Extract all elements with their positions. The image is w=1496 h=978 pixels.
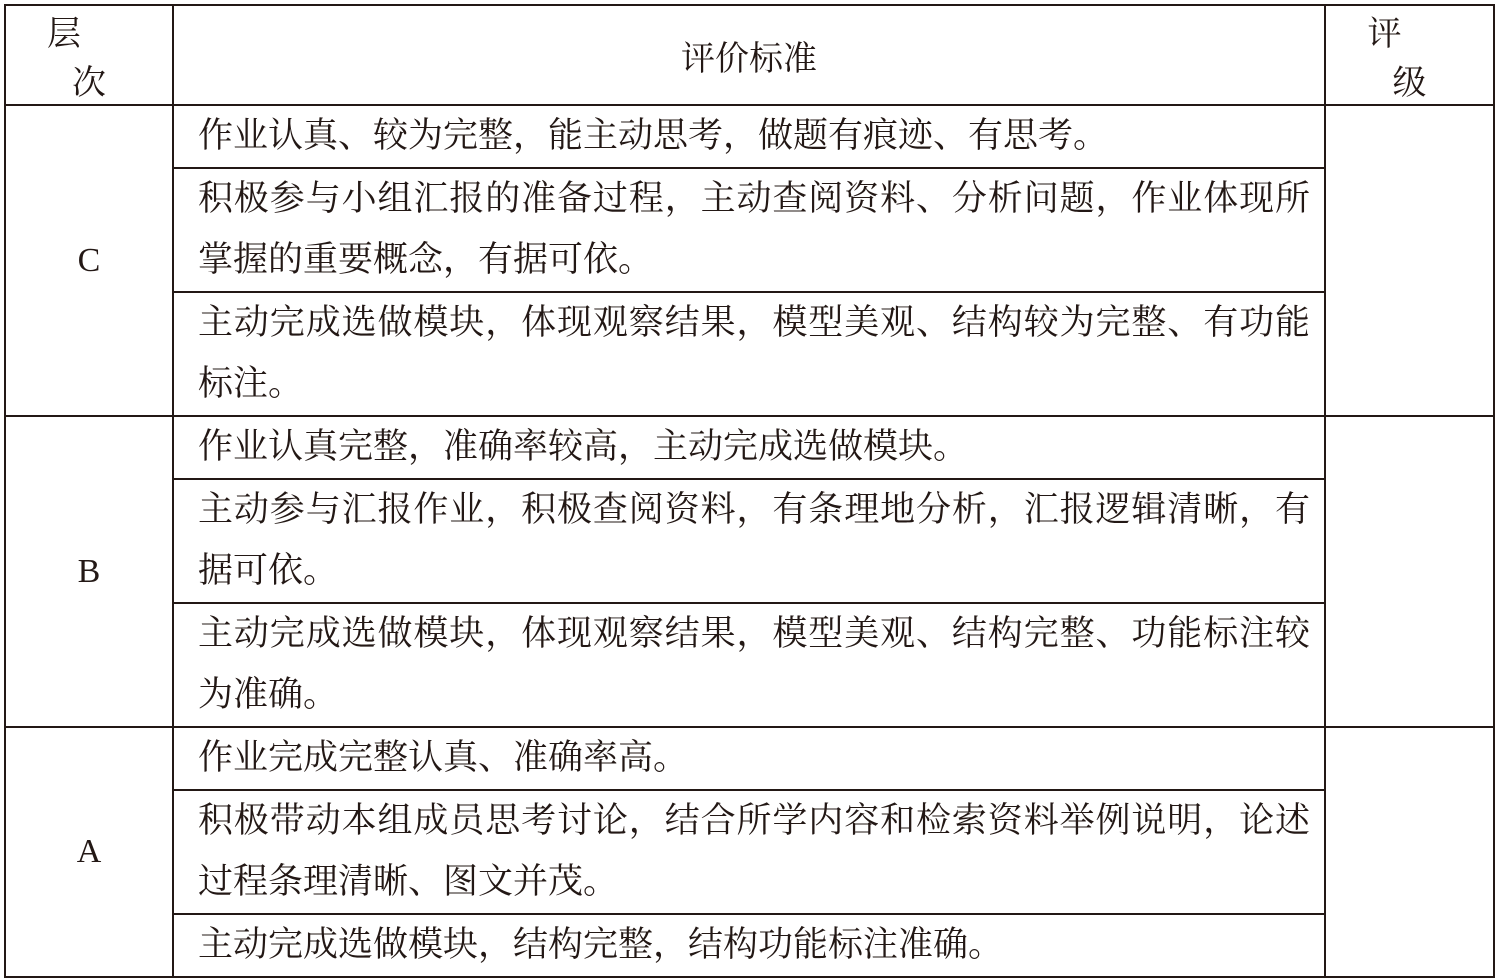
header-rating: 评级 (1325, 5, 1494, 105)
criterion-cell: 主动完成选做模块，结构完整，结构功能标注准确。 (173, 914, 1325, 977)
table-row (5, 168, 1494, 292)
table-row (5, 416, 1494, 479)
level-cell-b: B (5, 416, 173, 727)
table-row (5, 727, 1494, 790)
table-row (5, 292, 1494, 416)
criterion-cell: 主动完成选做模块，体现观察结果，模型美观、结构完整、功能标注较为准确。 (173, 603, 1325, 727)
header-level: 层次 (5, 5, 173, 105)
table-header-row (5, 5, 1494, 105)
level-cell-a: A (5, 727, 173, 977)
criterion-cell: 作业认真、较为完整，能主动思考，做题有痕迹、有思考。 (173, 105, 1325, 168)
criterion-cell: 积极参与小组汇报的准备过程，主动查阅资料、分析问题，作业体现所掌握的重要概念，有据可依。 (173, 168, 1325, 292)
criterion-cell: 主动完成选做模块，体现观察结果，模型美观、结构较为完整、有功能标注。 (173, 292, 1325, 416)
criterion-cell: 主动参与汇报作业，积极查阅资料，有条理地分析，汇报逻辑清晰，有据可依。 (173, 479, 1325, 603)
level-cell-c: C (5, 105, 173, 416)
criterion-cell: 作业认真完整，准确率较高，主动完成选做模块。 (173, 416, 1325, 479)
rating-cell-b[interactable] (1325, 416, 1494, 727)
rating-cell-a[interactable] (1325, 727, 1494, 977)
table-row (5, 790, 1494, 914)
rating-cell-c[interactable] (1325, 105, 1494, 416)
table-row (5, 479, 1494, 603)
header-criteria: 评价标准 (173, 5, 1325, 105)
table-row (5, 105, 1494, 168)
criterion-cell: 作业完成完整认真、准确率高。 (173, 727, 1325, 790)
table-row (5, 603, 1494, 727)
evaluation-rubric-table (4, 4, 1495, 978)
table-row (5, 914, 1494, 977)
criterion-cell: 积极带动本组成员思考讨论，结合所学内容和检索资料举例说明，论述过程条理清晰、图文并茂。 (173, 790, 1325, 914)
